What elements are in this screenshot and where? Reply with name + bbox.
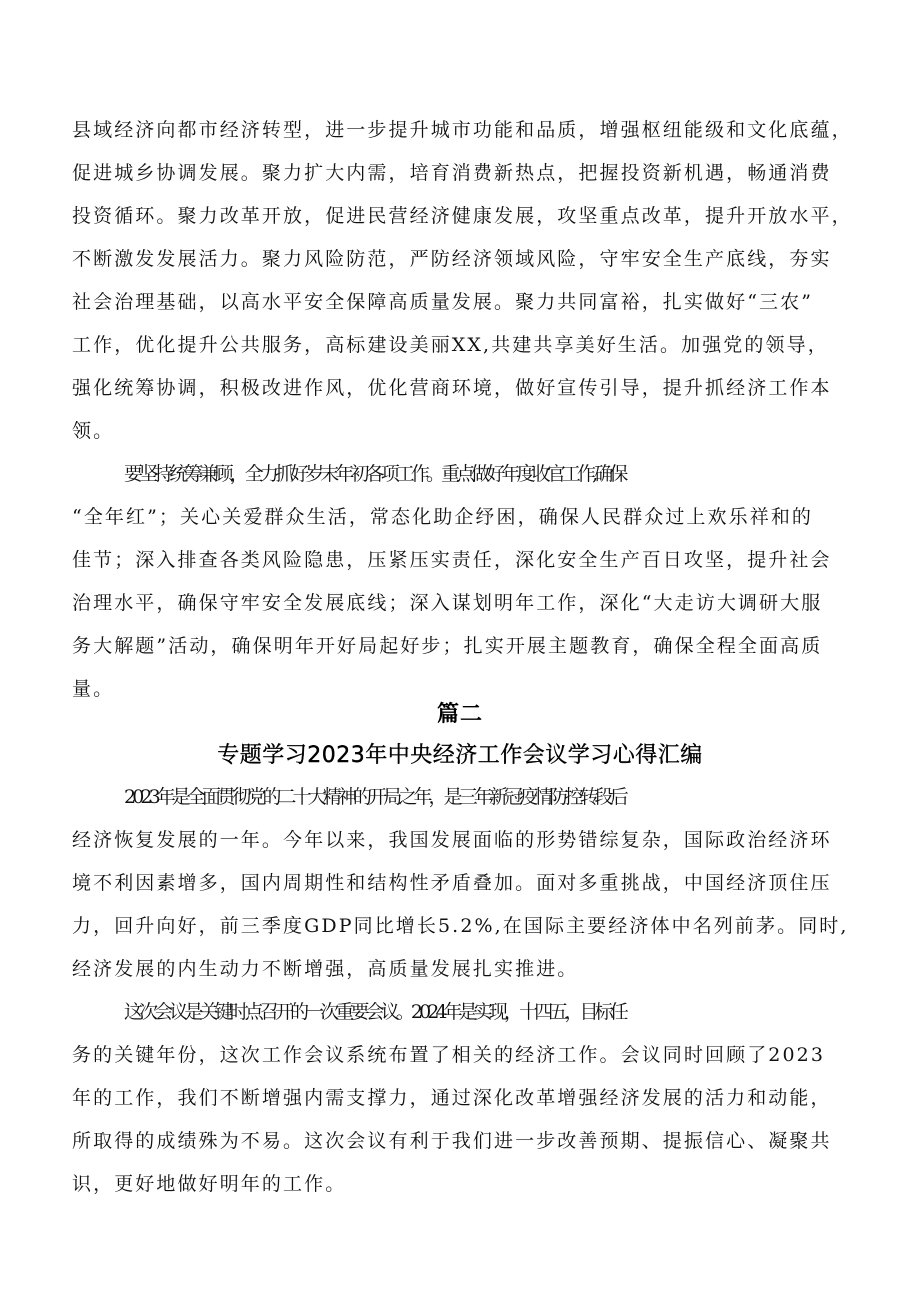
paragraph-4-line-2: 务的关键年份，这次工作会议系统布置了相关的经济工作。会议同时回顾了2023 xyxy=(72,1044,826,1066)
paragraph-2-line-5: 务大解题”活动，确保明年开好局起好步；扎实开展主题教育，确保全程全面高质 xyxy=(72,635,823,657)
paragraph-4-line-3: 年的工作，我们不断增强内需支撑力，通过深化改革增强经济发展的活力和动能， xyxy=(72,1087,832,1109)
section-title: 专题学习2023年中央经济工作会议学习心得汇编 xyxy=(217,743,703,768)
paragraph-3-line-1: 2023年是全面贯彻党的二十大精神的开局之年，是三年新冠疫情防控转段后 xyxy=(124,786,625,808)
paragraph-3-line-2: 经济恢复发展的一年。今年以来，我国发展面临的形势错综复杂，国际政治经济环 xyxy=(72,829,832,851)
paragraph-1-line-3: 投资循环。聚力改革开放，促进民营经济健康发展，攻坚重点改革，提升开放水平， xyxy=(72,205,853,227)
paragraph-1-line-1: 县域经济向都市经济转型，进一步提升城市功能和品质，增强枢纽能级和文化底蕴， xyxy=(72,119,853,141)
paragraph-2-line-3: 佳节；深入排查各类风险隐患，压紧压实责任，深化安全生产百日攻坚，提升社会 xyxy=(72,549,832,571)
paragraph-1-line-7: 强化统筹协调，积极改进作风，优化营商环境，做好宣传引导，提升抓经济工作本 xyxy=(72,377,832,399)
paragraph-1-line-2: 促进城乡协调发展。聚力扩大内需，培育消费新热点，把握投资新机遇，畅通消费 xyxy=(72,162,832,184)
paragraph-2-line-1: 要坚持统筹兼顾，全力抓好岁末年初各项工作。重点做好年度收官工作,确保 xyxy=(124,463,625,485)
paragraph-1-line-5: 社会治理基础，以高水平安全保障高质量发展。聚力共同富裕，扎实做好“三农” xyxy=(72,291,814,313)
paragraph-4-line-4: 所取得的成绩殊为不易。这次会议有利于我们进一步改善预期、提振信心、凝聚共 xyxy=(72,1130,832,1152)
paragraph-4-line-5: 识，更好地做好明年的工作。 xyxy=(72,1173,347,1195)
paragraph-1-line-4: 不断激发发展活力。聚力风险防范，严防经济领域风险，守牢安全生产底线，夯实 xyxy=(72,248,832,270)
section-label: 篇二 xyxy=(436,702,483,727)
paragraph-1-line-8: 领。 xyxy=(72,420,115,442)
paragraph-3-line-5: 经济发展的内生动力不断增强，高质量发展扎实推进。 xyxy=(72,958,579,980)
paragraph-3-line-3: 境不利因素增多，国内周期性和结构性矛盾叠加。面对多重挑战，中国经济顶住压 xyxy=(72,872,832,894)
paragraph-4-line-1: 这次会议是关键时点召开的一次重要会议。2024年是实现，十四五，目标任 xyxy=(124,1001,625,1023)
paragraph-2-line-6: 量。 xyxy=(72,678,115,700)
paragraph-2-line-4: 治理水平，确保守牢安全发展底线；深入谋划明年工作，深化“大走访大调研大服 xyxy=(72,592,823,614)
paragraph-2-line-2: “全年红”；关心关爱群众生活，常态化助企纾困，确保人民群众过上欢乐祥和的 xyxy=(72,506,814,528)
paragraph-1-line-6: 工作，优化提升公共服务，高标建设美丽XX,共建共享美好生活。加强党的领导， xyxy=(72,334,829,356)
paragraph-3-line-4: 力，回升向好，前三季度GDP同比增长5.2%,在国际主要经济体中名列前茅。同时, xyxy=(72,915,849,937)
